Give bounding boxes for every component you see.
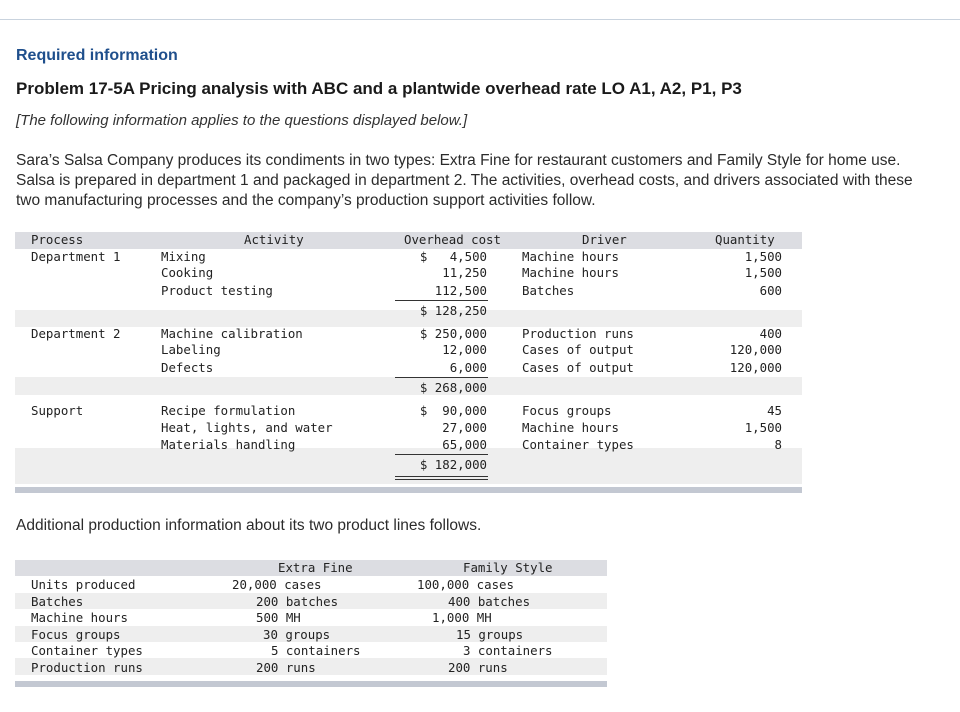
row-label: Batches: [31, 594, 84, 609]
activity-label: Machine calibration: [161, 326, 303, 341]
family-style-value: 1,000 MH: [432, 610, 492, 625]
total-double-rule: [395, 476, 488, 477]
row-label: Machine hours: [31, 610, 128, 625]
driver-label: Cases of output: [522, 360, 634, 375]
family-style-value: 100,000 cases: [417, 577, 514, 592]
driver-label: Machine hours: [522, 420, 619, 435]
extra-fine-value: 20,000 cases: [232, 577, 322, 592]
additional-info-text: Additional production information about its two product lines follows.: [16, 517, 482, 534]
department-2-total: $ 268,000: [419, 380, 487, 395]
activity-label: Mixing: [161, 249, 206, 264]
family-style-value: 400 batches: [448, 594, 531, 609]
product-lines-table: [15, 560, 607, 689]
header-family-style: Family Style: [463, 560, 553, 575]
activity-label: Defects: [161, 360, 214, 375]
family-style-value: 200 runs: [448, 660, 508, 675]
driver-label: Focus groups: [522, 403, 612, 418]
activity-label: Cooking: [161, 265, 214, 280]
extra-fine-value: 5 containers: [271, 643, 361, 658]
driver-label: Production runs: [522, 326, 634, 341]
overhead-cost-value: $ 90,000: [419, 403, 487, 418]
quantity-value: 120,000: [729, 360, 782, 375]
subtotal-rule: [395, 300, 488, 301]
overhead-cost-value: 27,000: [442, 420, 487, 435]
row-label: Units produced: [31, 577, 136, 592]
total-double-rule: [395, 479, 488, 480]
process-support: Support: [31, 403, 84, 418]
problem-title: Problem 17-5A Pricing analysis with ABC and a plantwide overhead rate LO A1, A2, P1, P3: [16, 79, 742, 98]
extra-fine-value: 200 batches: [256, 594, 339, 609]
problem-description: Sara’s Salsa Company produces its condiments in two types: Extra Fine for restaurant customers and Family Style for home use. Salsa is prepared in department 1 and packaged in department 2. The activities, overhead costs, and drivers associated with these two manufacturing processes and the company’s production support activities follow.: [16, 152, 913, 209]
header-driver: Driver: [582, 232, 627, 247]
overhead-cost-value: 6,000: [449, 360, 487, 375]
overhead-cost-value: $ 250,000: [419, 326, 487, 341]
quantity-value: 1,500: [744, 265, 782, 280]
overhead-cost-value: 65,000: [442, 437, 487, 452]
support-total: $ 182,000: [419, 457, 487, 472]
quantity-value: 8: [774, 437, 782, 452]
driver-label: Cases of output: [522, 342, 634, 357]
subtotal-rule: [395, 377, 488, 378]
activity-label: Recipe formulation: [161, 403, 296, 418]
quantity-value: 600: [759, 283, 782, 298]
extra-fine-value: 500 MH: [256, 610, 301, 625]
driver-label: Machine hours: [522, 265, 619, 280]
overhead-cost-value: 12,000: [442, 342, 487, 357]
table-bottom-bar: [15, 681, 607, 687]
overhead-cost-value: 11,250: [442, 265, 487, 280]
overhead-cost-value: 112,500: [434, 283, 487, 298]
driver-label: Machine hours: [522, 249, 619, 264]
family-style-value: 15 groups: [456, 627, 524, 642]
quantity-value: 1,500: [744, 420, 782, 435]
header-process: Process: [31, 232, 84, 247]
header-quantity: Quantity: [715, 232, 775, 247]
department-1-total: $ 128,250: [419, 303, 487, 318]
activity-label: Product testing: [161, 283, 273, 298]
activity-label: Labeling: [161, 342, 221, 357]
row-label: Focus groups: [31, 627, 121, 642]
table-bottom-bar: [15, 487, 802, 493]
overhead-activities-table: [15, 232, 802, 495]
process-department-1: Department 1: [31, 249, 121, 264]
quantity-value: 400: [759, 326, 782, 341]
row-label: Production runs: [31, 660, 143, 675]
extra-fine-value: 30 groups: [263, 627, 331, 642]
quantity-value: 45: [767, 403, 782, 418]
row-label: Container types: [31, 643, 143, 658]
driver-label: Container types: [522, 437, 634, 452]
top-divider: [0, 19, 960, 20]
header-overhead-cost: Overhead cost: [404, 232, 501, 247]
family-style-value: 3 containers: [463, 643, 553, 658]
process-department-2: Department 2: [31, 326, 121, 341]
activity-label: Materials handling: [161, 437, 296, 452]
extra-fine-value: 200 runs: [256, 660, 316, 675]
quantity-value: 120,000: [729, 342, 782, 357]
header-activity: Activity: [244, 232, 304, 247]
activity-label: Heat, lights, and water: [161, 420, 333, 435]
overhead-cost-value: $ 4,500: [419, 249, 487, 264]
subtotal-rule: [395, 454, 488, 455]
driver-label: Batches: [522, 283, 575, 298]
instruction-note: [The following information applies to the questions displayed below.]: [16, 112, 468, 129]
quantity-value: 1,500: [744, 249, 782, 264]
required-information-heading: Required information: [16, 47, 178, 64]
header-extra-fine: Extra Fine: [278, 560, 353, 575]
